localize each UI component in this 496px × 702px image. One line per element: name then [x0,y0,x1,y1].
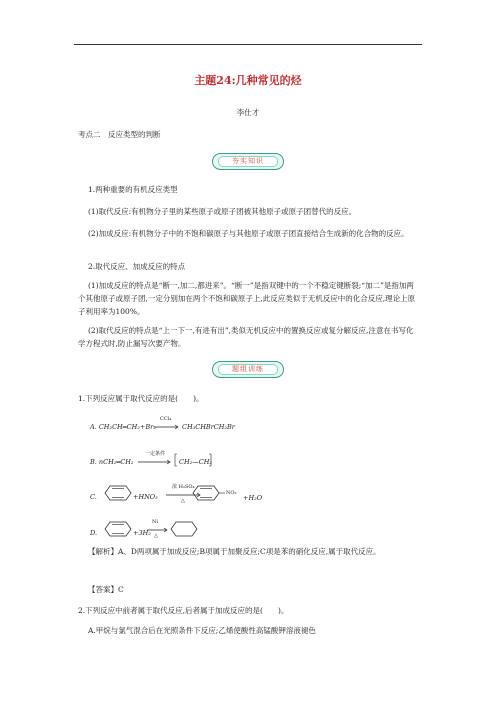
knowledge-badge-label: 夯实知识 [232,157,264,165]
q1-option-d-condition-bottom: △ [154,533,158,539]
q1-option-b-left: B. nCH₂═CH₂ [90,458,134,466]
knowledge-p3: (2)加成反应:有机物分子中的不饱和碳原子与其他原子或原子团直接结合生成新的化合物的反应。 [88,229,409,238]
header-rule [74,44,422,45]
benzene-ring-icon [104,521,132,537]
q1-option-d-reagent: +3H₂ [133,529,151,537]
q1-option-a-left: A. CH₂CH═CH₂+Br₂ [90,423,156,431]
q1-option-c-product-group: NO₂ [226,490,237,496]
practice-badge-label: 题组训练 [232,365,264,373]
knowledge-p6: (2)取代反应的特点是“上一下一,有进有出”,类似无机反应中的置换反应或复分解反应,注意在书写化学方程式时,防止漏写次要产物。 [78,326,414,348]
benzene-ring-icon [104,485,132,501]
cyclohexane-ring-icon [170,521,198,537]
q1-option-a-right: CH₃CHBrCH₂Br [182,423,235,431]
knowledge-p2: (1)取代反应:有机物分子里的某些原子或原子团被其他原子或原子团替代的反应。 [88,207,357,216]
q1-option-c-condition-top: 浓 H₂SO₄ [172,484,195,490]
q1-option-c-extra: +H₂O [243,494,263,502]
section-heading: 考点二 反应类型的判断 [78,130,161,139]
practice-badge [212,361,284,378]
knowledge-p1: 1.两种重要的有机反应类型 [88,185,178,194]
author-name: 李仕才 [236,108,260,117]
document-title: 主题24:几种常见的烃 [194,74,302,87]
q1-option-a-arrow [154,424,180,430]
q1-option-c-label: C. [90,493,97,501]
q2-option-a: A.甲烷与氯气混合后在光照条件下反应;乙烯使酸性高锰酸钾溶液褪色 [88,626,316,635]
q1-option-d-condition-top: Ni [152,519,158,525]
q1-option-d-arrow [147,527,169,533]
q2-stem: 2.下列反应中前者属于取代反应,后者属于加成反应的是( )。 [78,606,289,615]
q1-option-b-right: CH₂—CH₂ [179,458,212,466]
knowledge-badge [212,153,284,170]
q1-option-b-arrow [138,459,172,465]
q1-option-b-condition: 一定条件 [145,451,166,457]
q1-option-c-condition-bottom: △ [181,498,185,504]
q1-answer: 【答案】C [88,585,124,594]
q1-option-d-label: D. [90,529,98,537]
q1-option-a-condition: CCl₄ [160,416,172,422]
q1-option-c-reagent: +HNO₃ [133,493,158,501]
knowledge-p5: (1)加成反应的特点是“断一,加二,都进来”。“断一”是指双键中的一个不稳定键断裂;“加二”是指加两个其他原子或原子团,一定分别加在两个不饱和碳原子上,此反应类似于无机反应中的化合反应,理论上原子利用率为100%。 [78,281,416,316]
q1-stem: 1.下列反应属于取代反应的是( )。 [78,394,204,403]
knowledge-p4: 2.取代反应、加成反应的特点 [88,262,186,271]
q1-analysis: 【解析】A、D两项属于加成反应;B项属于加聚反应;C项是苯的硝化反应,属于取代反应。 [88,547,381,556]
